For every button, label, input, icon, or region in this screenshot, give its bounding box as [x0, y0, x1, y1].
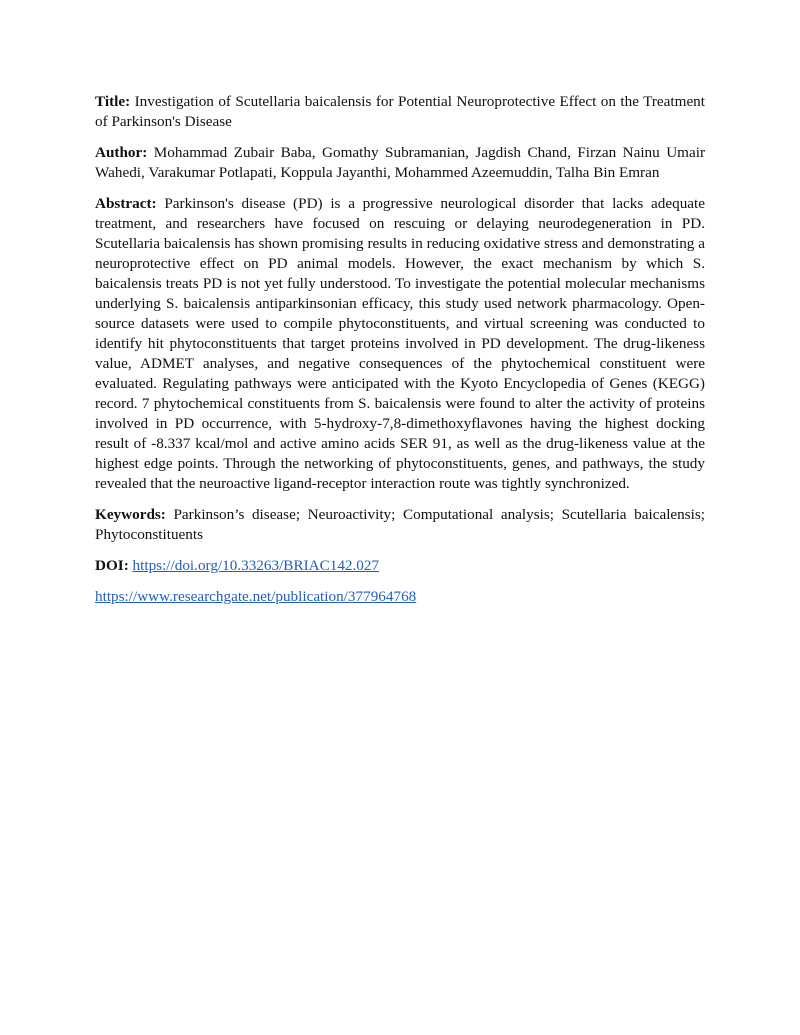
keywords-label: Keywords:: [95, 506, 166, 523]
doi-label: DOI:: [95, 557, 129, 574]
author-label: Author:: [95, 144, 148, 161]
keywords-text: Parkinson’s disease; Neuroactivity; Computational analysis; Scutellaria baicalensis; Phytoconstituents: [95, 506, 706, 543]
author-text: Mohammad Zubair Baba, Gomathy Subramanian, Jagdish Chand, Firzan Nainu Umair Wahedi, Varakumar Potlapati, Koppula Jayanthi, Mohammed Azeemuddin, Talha Bin Emran: [95, 144, 706, 181]
researchgate-link[interactable]: https://www.researchgate.net/publication/377964768: [95, 588, 417, 605]
researchgate-paragraph: [95, 587, 705, 607]
title-text: Investigation of Scutellaria baicalensis for Potential Neuroprotective Effect on the Treatment of Parkinson's Disease: [95, 93, 705, 130]
title-label: Title:: [95, 93, 131, 110]
title-paragraph: [95, 92, 705, 132]
doi-paragraph: [95, 556, 705, 576]
doi-link[interactable]: https://doi.org/10.33263/BRIAC142.027: [132, 557, 380, 574]
abstract-paragraph: [95, 194, 705, 494]
abstract-text: Parkinson's disease (PD) is a progressive neurological disorder that lacks adequate treatment, and researchers have focused on rescuing or delaying neurodegeneration in PD. Scutellaria baicalensis has shown promising results in reducing oxidative stress and demonstrating a neuroprotective effect on PD animal models. However, the exact mechanism by which S. baicalensis treats PD is not yet fully understood. To investigate the potential molecular mechanisms underlying S. baicalensis antiparkinsonian efficacy, this study used network pharmacology. Open-source datasets were used to compile phytoconstituents, and virtual screening was conducted to identify hit phytoconstituents that target proteins involved in PD development. The drug-likeness value, ADMET analyses, and negative consequences of the phytochemical constituent were evaluated. Regulating pathways were anticipated with the Kyoto Encyclopedia of Genes (KEGG) record. 7 phytochemical constituents from S. baicalensis were found to alter the activity of proteins involved in PD occurrence, with 5-hydroxy-7,8-dimethoxyflavones having the highest docking result of -8.337 kcal/mol and active amino acids SER 91, as well as the drug-likeness value at the highest edge points. Through the networking of phytoconstituents, genes, and pathways, the study revealed that the neuroactive ligand-receptor interaction route was tightly synchronized.: [95, 195, 705, 492]
paper-page: [95, 92, 705, 618]
author-paragraph: [95, 143, 705, 183]
keywords-paragraph: [95, 505, 705, 545]
abstract-label: Abstract:: [95, 195, 157, 212]
